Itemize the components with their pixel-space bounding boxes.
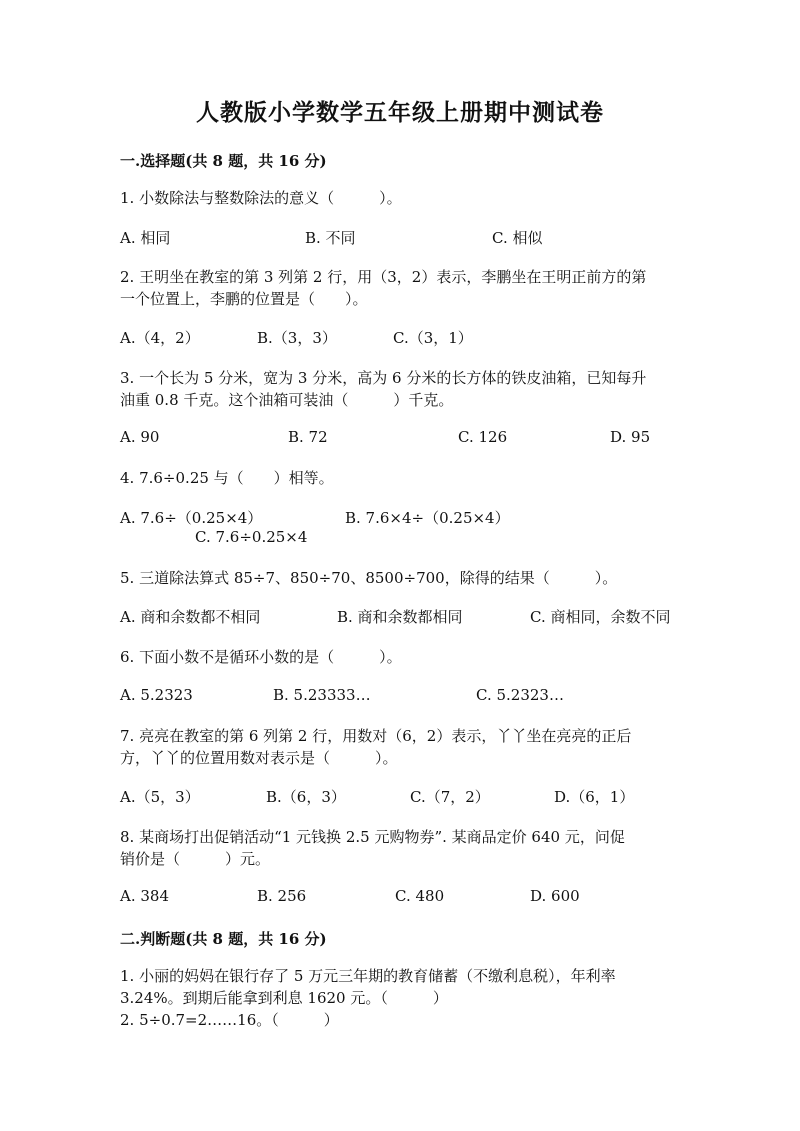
question-5: 5. 三道除法算式 85÷7、850÷70、8500÷700，除得的结果（ ）。 bbox=[120, 569, 618, 587]
question-1-options bbox=[120, 227, 700, 249]
question-6-options bbox=[120, 686, 700, 708]
option-b: B.（3，3） bbox=[257, 329, 337, 347]
question-5-options bbox=[120, 606, 700, 628]
option-d: D.（6，1） bbox=[554, 788, 635, 806]
option-c: C. 126 bbox=[458, 428, 508, 446]
option-b: B. 7.6×4÷（0.25×4） bbox=[345, 509, 510, 527]
option-b: B. 商和余数都相同 bbox=[337, 608, 463, 626]
question-7-line-2: 方，丫丫的位置用数对表示是（ ）。 bbox=[120, 749, 398, 767]
question-4-options bbox=[120, 507, 700, 529]
option-a: A. 相同 bbox=[120, 229, 171, 247]
question-4-options-row-2 bbox=[120, 528, 700, 550]
option-c: C. 商相同，余数不同 bbox=[530, 608, 671, 626]
question-2 bbox=[120, 266, 680, 310]
question-7-options bbox=[120, 786, 700, 808]
judgement-1 bbox=[120, 965, 680, 1009]
option-a: A.（4，2） bbox=[120, 329, 200, 347]
judgement-2: 2. 5÷0.7=2……16。（ ） bbox=[120, 1011, 339, 1029]
section-heading-choice: 一.选择题(共 8 题，共 16 分) bbox=[120, 152, 327, 170]
question-8-options bbox=[120, 887, 700, 909]
option-a: A. 商和余数都不相同 bbox=[120, 608, 261, 626]
option-b: B. 72 bbox=[288, 428, 328, 446]
question-8-line-1: 8. 某商场打出促销活动“1 元钱换 2.5 元购物券”. 某商品定价 640 元，问促 bbox=[120, 828, 625, 846]
judgement-1-line-2: 3.24%。到期后能拿到利息 1620 元。（ ） bbox=[120, 989, 448, 1007]
section-heading-judgement: 二.判断题(共 8 题，共 16 分) bbox=[120, 930, 327, 948]
page-title: 人教版小学数学五年级上册期中测试卷 bbox=[196, 99, 604, 126]
judgement-1-line-1: 1. 小丽的妈妈在银行存了 5 万元三年期的教育储蓄（不缴利息税），年利率 bbox=[120, 967, 616, 985]
option-b: B. 256 bbox=[257, 887, 307, 905]
question-4: 4. 7.6÷0.25 与（ ）相等。 bbox=[120, 469, 334, 487]
option-b: B. 不同 bbox=[305, 229, 356, 247]
option-a: A. 5.2323 bbox=[120, 686, 193, 704]
question-2-line-2: 一个位置上，李鹏的位置是（ ）。 bbox=[120, 290, 368, 308]
question-6: 6. 下面小数不是循环小数的是（ ）。 bbox=[120, 648, 402, 666]
option-c: C. 480 bbox=[395, 887, 445, 905]
question-7-line-1: 7. 亮亮在教室的第 6 列第 2 行，用数对（6，2）表示，丫丫坐在亮亮的正后 bbox=[120, 727, 632, 745]
question-3 bbox=[120, 367, 680, 411]
option-b: B. 5.23333… bbox=[273, 686, 371, 704]
option-a: A.（5，3） bbox=[120, 788, 200, 806]
question-2-options bbox=[120, 327, 700, 349]
option-d: D. 600 bbox=[530, 887, 580, 905]
option-d: D. 95 bbox=[610, 428, 651, 446]
question-2-line-1: 2. 王明坐在教室的第 3 列第 2 行，用（3，2）表示，李鹏坐在王明正前方的第 bbox=[120, 268, 647, 286]
option-c: C.（7，2） bbox=[410, 788, 490, 806]
option-b: B.（6，3） bbox=[266, 788, 346, 806]
question-3-line-1: 3. 一个长为 5 分米，宽为 3 分米，高为 6 分米的长方体的铁皮油箱，已知每升 bbox=[120, 369, 647, 387]
option-c: C. 相似 bbox=[492, 229, 543, 247]
question-7 bbox=[120, 725, 680, 769]
option-a: A. 384 bbox=[120, 887, 169, 905]
question-1: 1. 小数除法与整数除法的意义（ ）。 bbox=[120, 189, 402, 207]
option-c: C.（3，1） bbox=[393, 329, 473, 347]
option-a: A. 90 bbox=[120, 428, 160, 446]
question-8 bbox=[120, 826, 680, 870]
option-c: C. 7.6÷0.25×4 bbox=[195, 528, 308, 546]
option-a: A. 7.6÷（0.25×4） bbox=[120, 509, 263, 527]
question-3-options bbox=[120, 428, 700, 450]
question-8-line-2: 销价是（ ）元。 bbox=[120, 850, 271, 868]
option-c: C. 5.2323… bbox=[476, 686, 564, 704]
question-3-line-2: 油重 0.8 千克。这个油箱可装油（ ）千克。 bbox=[120, 391, 454, 409]
